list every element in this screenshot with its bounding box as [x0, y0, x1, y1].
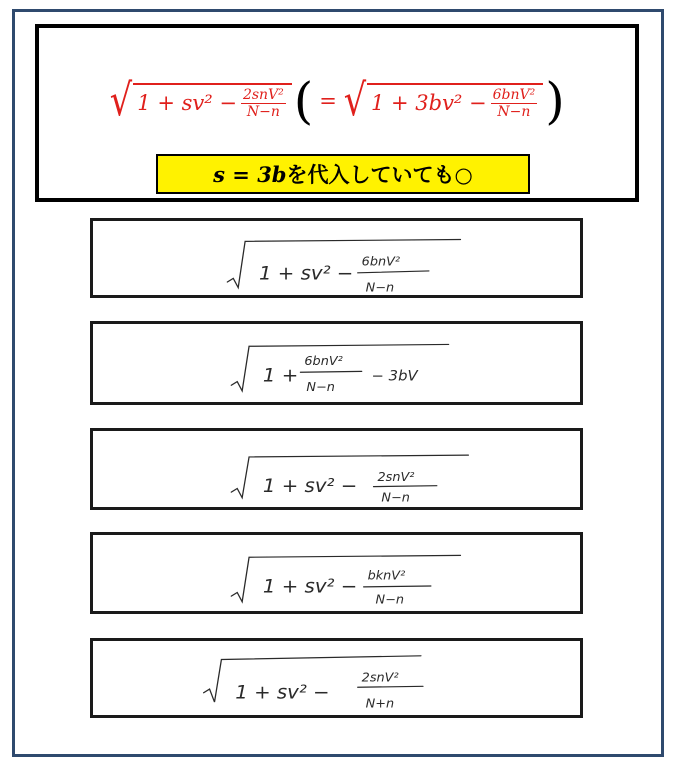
model-answer-formula — [39, 66, 635, 136]
substitution-note — [156, 154, 530, 194]
sample-den: N−n — [375, 591, 404, 607]
sample-before: 1 + sv² − — [235, 680, 330, 704]
left-frac-num: 2snV² — [242, 86, 284, 103]
left-before-frac: 1 + sv² − — [137, 91, 237, 115]
right-frac-den: N−n — [497, 103, 531, 120]
sample-num: 6bnV² — [361, 253, 401, 269]
handwritten-sample-4 — [90, 532, 583, 614]
sample-before: 1 + sv² − — [262, 474, 358, 498]
handwritten-sample-2 — [90, 321, 583, 405]
sample-den: N−n — [381, 489, 410, 505]
sample-num: 2snV² — [361, 670, 399, 685]
close-paren: ) — [545, 72, 565, 130]
radical-right — [341, 75, 543, 126]
radical-sign-icon: √ — [110, 75, 133, 126]
sample-den: N−n — [306, 379, 335, 394]
handwritten-sample-1 — [90, 218, 583, 298]
right-before-frac: 1 + 3bv² − — [370, 91, 487, 115]
note-text: を代入していても○ — [286, 163, 473, 187]
sample-den: N+n — [365, 696, 395, 711]
left-fraction — [241, 87, 286, 120]
right-fraction — [491, 87, 538, 120]
radical-sign-icon: √ — [343, 75, 367, 126]
sample-num: 2snV² — [377, 469, 415, 484]
right-frac-num: 6bnV² — [492, 86, 536, 103]
open-paren: ( — [293, 72, 314, 130]
sample-before: 1 + — [262, 364, 299, 387]
note-math: s = 3b — [213, 161, 287, 187]
answer-box — [35, 24, 639, 202]
sample-num: 6bnV² — [304, 353, 343, 368]
handwritten-sample-5 — [90, 638, 583, 718]
radical-left — [107, 75, 292, 126]
sample-num: bknV² — [367, 567, 406, 583]
equals-sign: = — [319, 89, 337, 113]
left-frac-den: N−n — [246, 103, 280, 120]
sample-before: 1 + sv² − — [262, 575, 358, 598]
handwritten-sample-3 — [90, 428, 583, 510]
sample-before: 1 + sv² − — [258, 261, 354, 285]
sample-after: − 3bV — [371, 369, 418, 385]
sample-den: N−n — [365, 279, 395, 295]
